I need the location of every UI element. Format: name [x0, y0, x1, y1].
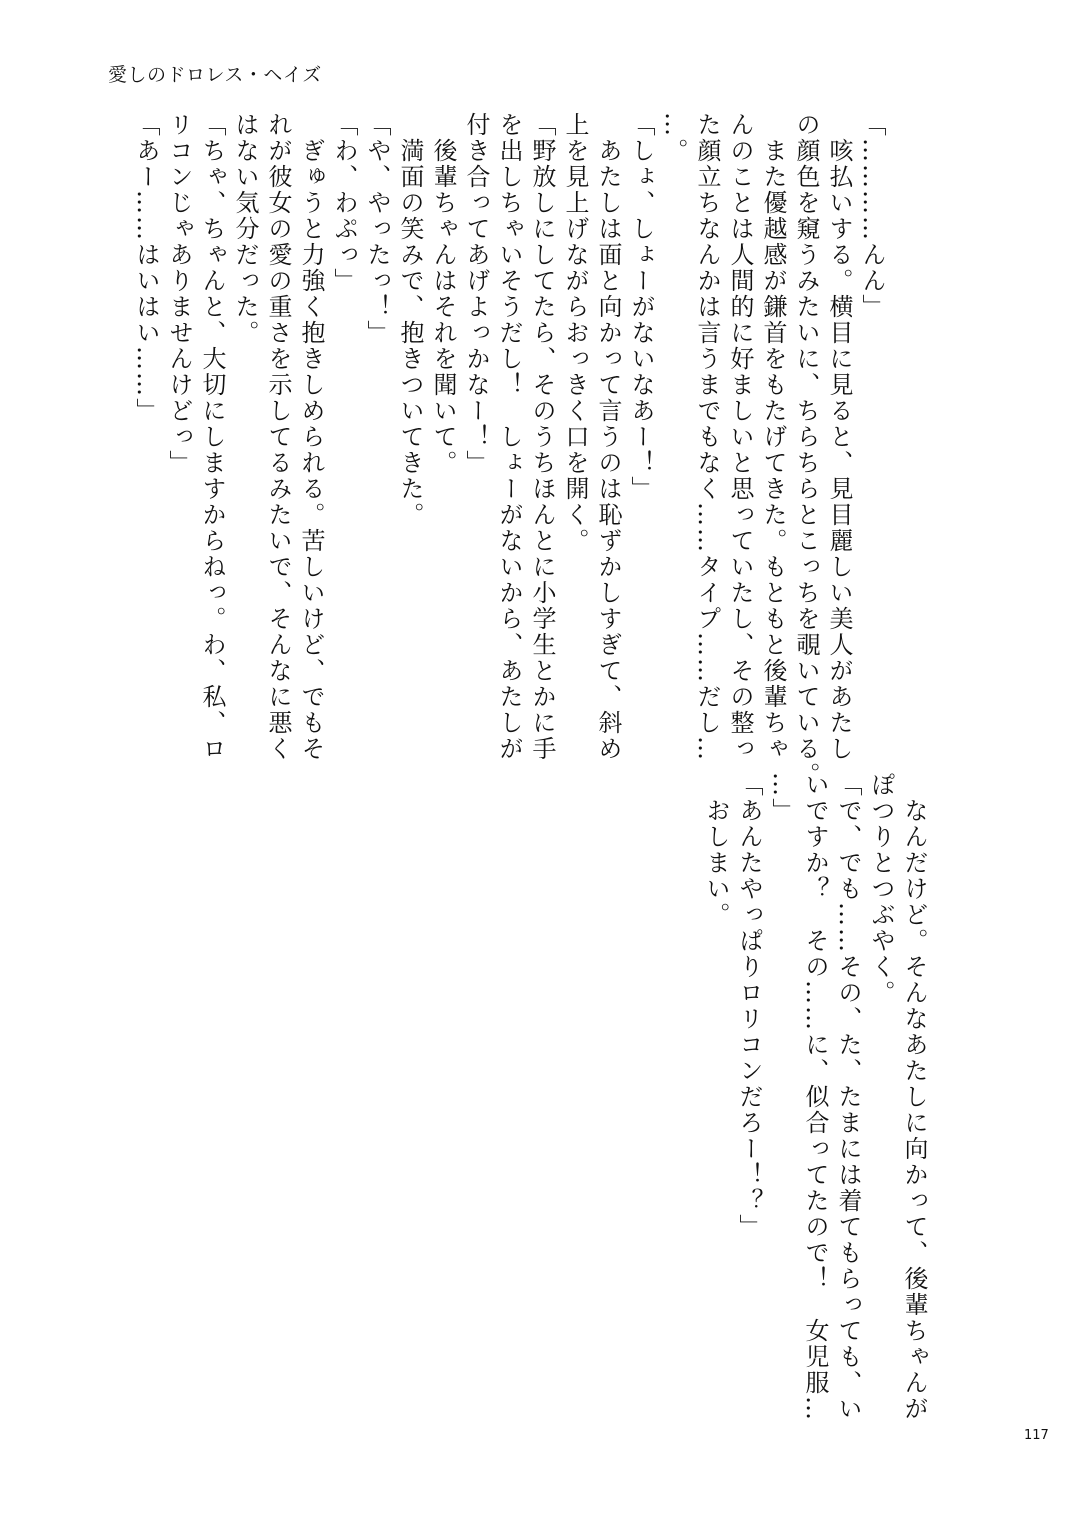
text-line: 付き合ってあげよっかなー！」 — [462, 112, 490, 476]
text-line: 「わ、わぷっ」 — [330, 112, 358, 294]
text-line: 「ちゃ、ちゃんと、大切にしますからねっ。わ、私、ロ — [198, 112, 226, 762]
text-line: いですか？ その……に、似合ってたので！ 女児服… — [801, 772, 829, 1422]
text-line: おしまい。 — [702, 772, 730, 928]
text-line: …。 — [660, 112, 688, 164]
text-line: ぎゅうと力強く抱きしめられる。苦しいけど、でもそ — [297, 112, 325, 762]
text-line: あたしは面と向かって言うのは恥ずかしすぎて、斜め — [594, 112, 622, 762]
text-line: 「や、やったっ！」 — [363, 112, 391, 346]
text-line: 咳払いする。横目に見ると、見目麗しい美人があたし — [825, 112, 853, 762]
text-line: はない気分だった。 — [231, 112, 259, 346]
text-line: 上を見上げながらおっきく口を開く。 — [561, 112, 589, 554]
text-line: れが彼女の愛の重さを示してるみたいで、そんなに悪く — [264, 112, 292, 762]
text-line: 「野放しにしてたら、そのうちほんとに小学生とかに手 — [528, 112, 556, 762]
page-number: 117 — [1024, 1428, 1049, 1443]
text-line: の顔色を窺うみたいに、ちらちらとこっちを覗いている。 — [792, 112, 820, 788]
text-line: 満面の笑みで、抱きついてきた。 — [396, 112, 424, 528]
body-text-top — [132, 112, 888, 788]
text-line: 「で、でも……その、た、たまには着てもらっても、い — [834, 772, 862, 1422]
text-line: 「…………んん」 — [858, 112, 886, 320]
text-line: んのことは人間的に好ましいと思っていたし、その整っ — [726, 112, 754, 762]
text-line: 「あんたやっぱりロリコンだろー！？」 — [735, 772, 763, 1240]
text-line: 「しょ、しょーがないなあー！」 — [627, 112, 655, 502]
text-line: ぽつりとつぶやく。 — [867, 772, 895, 1006]
text-line: 後輩ちゃんはそれを聞いて。 — [429, 112, 457, 476]
text-line: また優越感が鎌首をもたげてきた。もともと後輩ちゃ — [759, 112, 787, 762]
text-line: リコンじゃありませんけどっ」 — [165, 112, 193, 476]
text-line: を出しちゃいそうだし！ しょーがないから、あたしが — [495, 112, 523, 762]
running-head-title: 愛しのドロレス・ヘイズ — [108, 64, 322, 86]
text-line: た顔立ちなんかは言うまでもなく……タイプ……だし… — [693, 112, 721, 762]
text-line: なんだけど。そんなあたしに向かって、後輩ちゃんが — [900, 772, 928, 1422]
text-line: …」 — [768, 772, 796, 824]
body-text-bottom — [630, 772, 930, 1422]
text-line: 「あー……はいはい……」 — [132, 112, 160, 424]
